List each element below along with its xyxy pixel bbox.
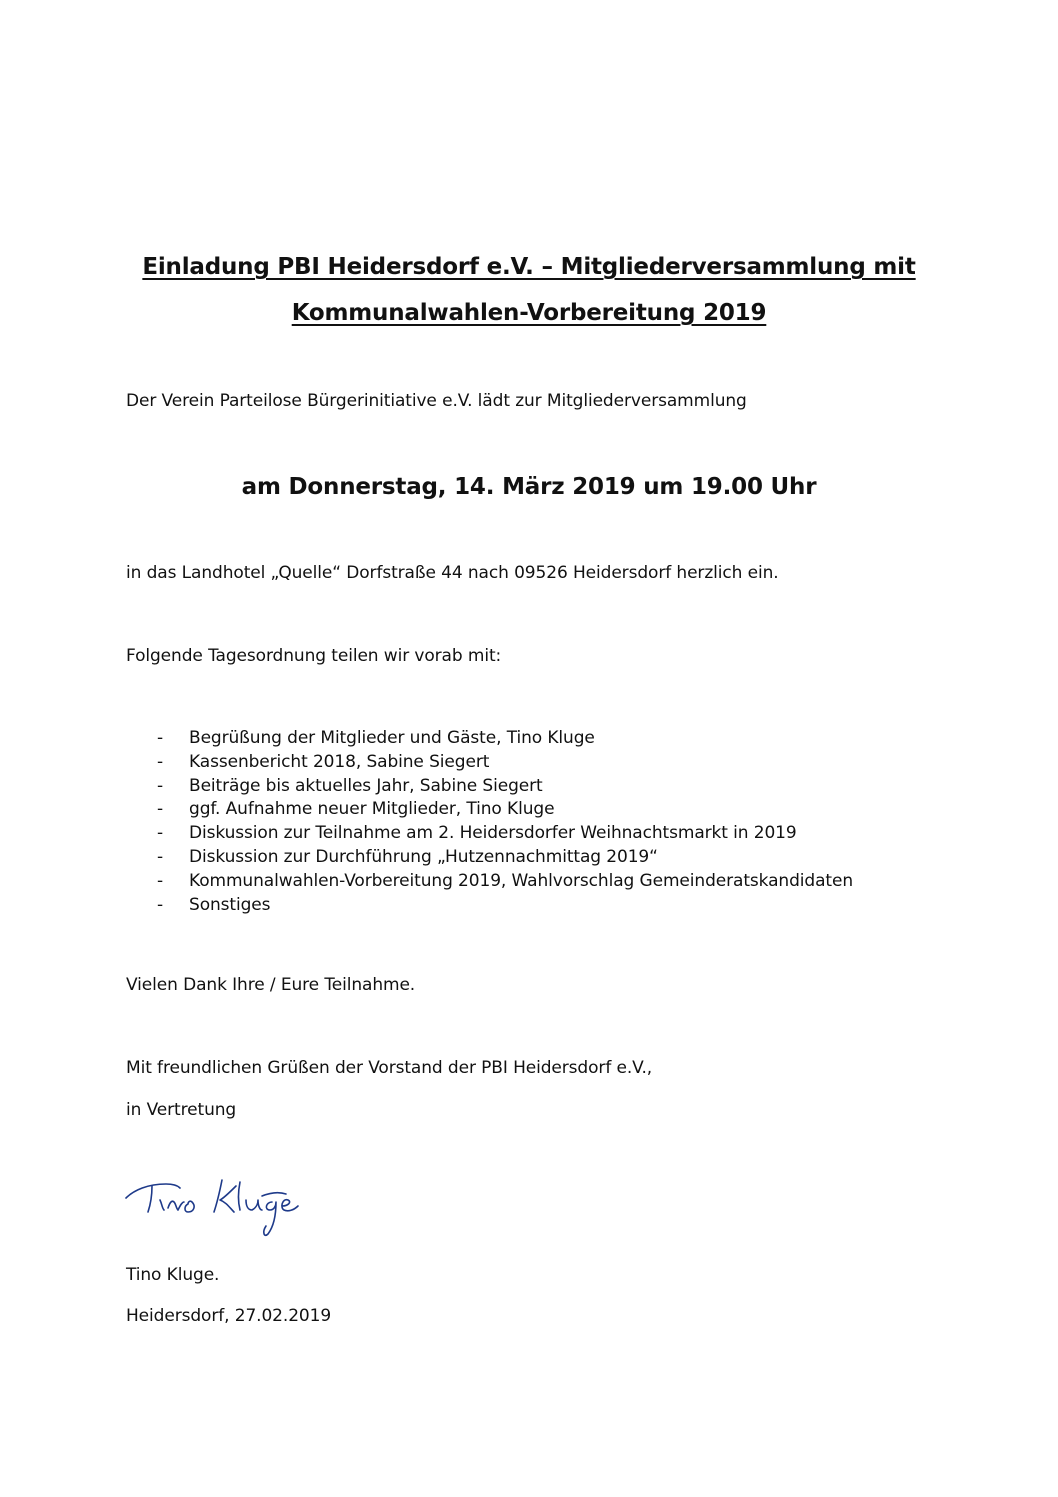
agenda-item — [157, 870, 853, 894]
agenda-item — [157, 822, 853, 846]
proxy-note: in Vertretung — [126, 1100, 237, 1120]
handwritten-signature — [122, 1162, 322, 1242]
document-title-line-2: Kommunalwahlen-Vorbereitung 2019 — [291, 300, 767, 326]
agenda-item-text: Beiträge bis aktuelles Jahr, Sabine Siegert — [189, 775, 543, 796]
agenda-item-text: Kommunalwahlen-Vorbereitung 2019, Wahlvorschlag Gemeinderatskandidaten — [189, 870, 854, 891]
thanks-line: Vielen Dank Ihre / Eure Teilnahme. — [126, 975, 416, 995]
agenda-bullet: - — [157, 799, 164, 820]
meeting-location: in das Landhotel „Quelle“ Dorfstraße 44 nach 09526 Heidersdorf herzlich ein. — [126, 563, 779, 583]
closing-greeting: Mit freundlichen Grüßen der Vorstand der PBI Heidersdorf e.V., — [126, 1058, 653, 1078]
agenda-item — [157, 846, 853, 870]
agenda-bullet: - — [157, 870, 164, 891]
document-title-line-1: Einladung PBI Heidersdorf e.V. – Mitgliederversammlung mit — [142, 254, 916, 280]
agenda-list — [157, 727, 853, 917]
agenda-bullet: - — [157, 775, 164, 796]
agenda-item-text: Sonstiges — [189, 894, 271, 915]
agenda-item-text: Begrüßung der Mitglieder und Gäste, Tino Kluge — [189, 728, 595, 748]
agenda-item-text: ggf. Aufnahme neuer Mitglieder, Tino Kluge — [189, 799, 555, 820]
agenda-intro: Folgende Tagesordnung teilen wir vorab mit: — [126, 646, 502, 666]
place-and-date: Heidersdorf, 27.02.2019 — [126, 1306, 332, 1326]
intro-paragraph: Der Verein Parteilose Bürgerinitiative e.V. lädt zur Mitgliederversammlung — [126, 391, 747, 411]
agenda-bullet: - — [157, 751, 164, 772]
signer-name: Tino Kluge. — [126, 1265, 220, 1285]
agenda-item-text: Kassenbericht 2018, Sabine Siegert — [189, 751, 490, 772]
agenda-item-text: Diskussion zur Durchführung „Hutzennachmittag 2019“ — [189, 846, 658, 867]
agenda-item — [157, 798, 853, 822]
agenda-item — [157, 894, 853, 918]
agenda-item-text: Diskussion zur Teilnahme am 2. Heidersdorfer Weihnachtsmarkt in 2019 — [189, 823, 797, 844]
agenda-item — [157, 775, 853, 799]
agenda-bullet: - — [157, 894, 164, 915]
signature-strokes — [126, 1180, 298, 1235]
agenda-item — [157, 751, 853, 775]
agenda-bullet: - — [157, 823, 164, 844]
agenda-bullet: - — [157, 846, 164, 867]
meeting-datetime: am Donnerstag, 14. März 2019 um 19.00 Uhr — [241, 474, 817, 500]
agenda-item — [157, 727, 853, 751]
agenda-bullet: - — [157, 728, 164, 748]
